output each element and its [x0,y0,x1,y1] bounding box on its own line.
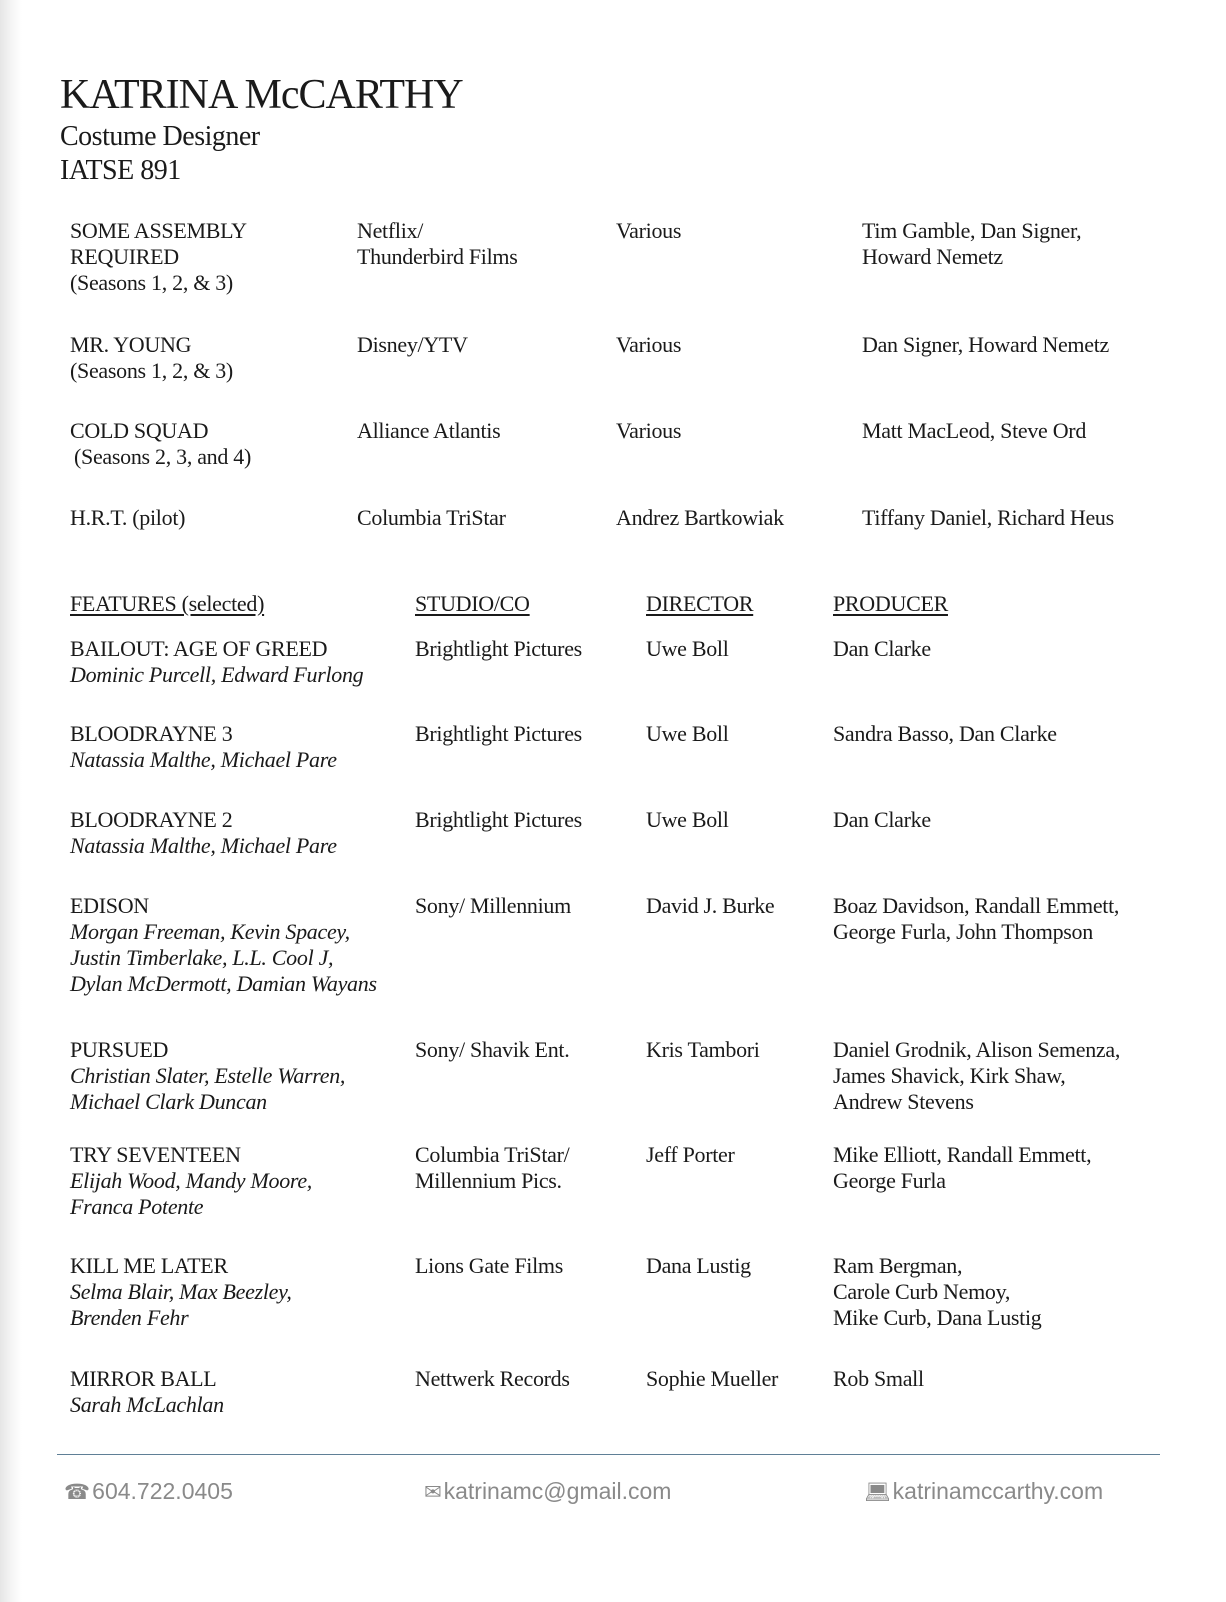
page-edge-shadow [0,0,22,1602]
footer-website[interactable] [864,1476,1103,1507]
credit-director: David J. Burke [646,893,775,918]
credit-producer: Boaz Davidson, Randall Emmett, George Furla, John Thompson [833,893,1120,944]
credit-cast: Natassia Malthe, Michael Pare [70,833,337,858]
credit-producer: Ram Bergman, Carole Curb Nemoy, Mike Curb, Dana Lustig [833,1253,1042,1330]
credit-studio: Columbia TriStar [357,505,506,530]
credit-producer: Dan Clarke [833,807,931,832]
telephone-icon: ☎ [64,1480,91,1504]
credit-title: BAILOUT: AGE OF GREED Dominic Purcell, Edward Furlong [70,636,364,687]
credit-studio: Sony/ Shavik Ent. [415,1037,570,1062]
credit-title: BLOODRAYNE 2 Natassia Malthe, Michael Pare [70,807,337,858]
credit-cast: Elijah Wood, Mandy Moore, [70,1168,313,1193]
credit-cast: Michael Clark Duncan [70,1089,267,1114]
credit-cast: Brenden Fehr [70,1305,189,1330]
credit-title: BLOODRAYNE 3 Natassia Malthe, Michael Pare [70,721,337,772]
credit-title: PURSUED Christian Slater, Estelle Warren, Michael Clark Duncan [70,1037,346,1114]
website-url: katrinamccarthy.com [892,1478,1104,1504]
credit-cast: Selma Blair, Max Beezley, [70,1279,292,1304]
studio-heading: STUDIO/CO [415,591,530,616]
credit-studio: Brightlight Pictures [415,721,582,746]
director-heading: DIRECTOR [646,591,754,616]
credit-title: KILL ME LATER Selma Blair, Max Beezley, Brenden Fehr [70,1253,292,1330]
footer-phone[interactable] [64,1476,233,1507]
credit-cast: Dominic Purcell, Edward Furlong [70,662,364,687]
credit-cast: Christian Slater, Estelle Warren, [70,1063,346,1088]
credit-director: Uwe Boll [646,807,729,832]
union-affiliation: IATSE 891 [60,155,181,186]
credit-producer: Rob Small [833,1366,924,1391]
envelope-icon: ✉ [424,1480,442,1504]
producer-heading: PRODUCER [833,591,948,616]
credit-studio: Netflix/ Thunderbird Films [357,218,518,269]
credit-studio: Brightlight Pictures [415,636,582,661]
resume-header [60,70,463,188]
credit-director: Jeff Porter [646,1142,735,1167]
credit-title: MR. YOUNG (Seasons 1, 2, & 3) [70,332,233,383]
credit-studio: Disney/YTV [357,332,468,357]
credit-producer: Mike Elliott, Randall Emmett, George Furla [833,1142,1092,1193]
job-title: Costume Designer [60,121,260,152]
credit-title: MIRROR BALL Sarah McLachlan [70,1366,224,1417]
credit-title: H.R.T. (pilot) [70,505,186,530]
credit-producer: Sandra Basso, Dan Clarke [833,721,1057,746]
credit-cast: Morgan Freeman, Kevin Spacey, [70,919,350,944]
credit-producer: Tiffany Daniel, Richard Heus [862,505,1114,530]
phone-number: 604.722.0405 [92,1478,233,1504]
credit-director: Various [616,218,682,243]
credit-title: EDISON Morgan Freeman, Kevin Spacey, Justin Timberlake, L.L. Cool J, Dylan McDermott, Damian Wayans [70,893,377,996]
credit-producer: Daniel Grodnik, Alison Semenza, James Shavick, Kirk Shaw, Andrew Stevens [833,1037,1121,1114]
credit-producer: Dan Signer, Howard Nemetz [862,332,1109,357]
credit-cast: Sarah McLachlan [70,1392,224,1417]
page-title: KATRINA McCARTHY [60,72,463,118]
laptop-icon: 💻︎ [864,1480,891,1504]
credit-cast: Justin Timberlake, L.L. Cool J, [70,945,334,970]
features-heading: FEATURES (selected) [70,591,265,616]
footer-divider [57,1454,1160,1455]
credit-director: Uwe Boll [646,636,729,661]
credit-studio: Brightlight Pictures [415,807,582,832]
credit-director: Kris Tambori [646,1037,760,1062]
credit-studio: Nettwerk Records [415,1366,570,1391]
credit-studio: Lions Gate Films [415,1253,563,1278]
credit-cast: Natassia Malthe, Michael Pare [70,747,337,772]
credit-producer: Matt MacLeod, Steve Ord [862,418,1087,443]
credit-director: Dana Lustig [646,1253,751,1278]
credit-producer: Tim Gamble, Dan Signer, Howard Nemetz [862,218,1082,269]
email-address: katrinamc@gmail.com [443,1478,672,1504]
credit-studio: Sony/ Millennium [415,893,571,918]
credit-director: Sophie Mueller [646,1366,779,1391]
credit-title: SOME ASSEMBLY REQUIRED (Seasons 1, 2, & 3) [70,218,247,295]
credit-director: Various [616,418,682,443]
credit-cast: Franca Potente [70,1194,204,1219]
credit-director: Andrez Bartkowiak [616,505,784,530]
footer-email[interactable] [424,1476,671,1507]
credit-cast: Dylan McDermott, Damian Wayans [70,971,377,996]
credit-title: TRY SEVENTEEN Elijah Wood, Mandy Moore, Franca Potente [70,1142,313,1219]
credit-producer: Dan Clarke [833,636,931,661]
credit-studio: Columbia TriStar/ Millennium Pics. [415,1142,570,1193]
credit-title: COLD SQUAD (Seasons 2, 3, and 4) [70,418,252,469]
credit-director: Various [616,332,682,357]
credit-director: Uwe Boll [646,721,729,746]
credit-studio: Alliance Atlantis [357,418,501,443]
